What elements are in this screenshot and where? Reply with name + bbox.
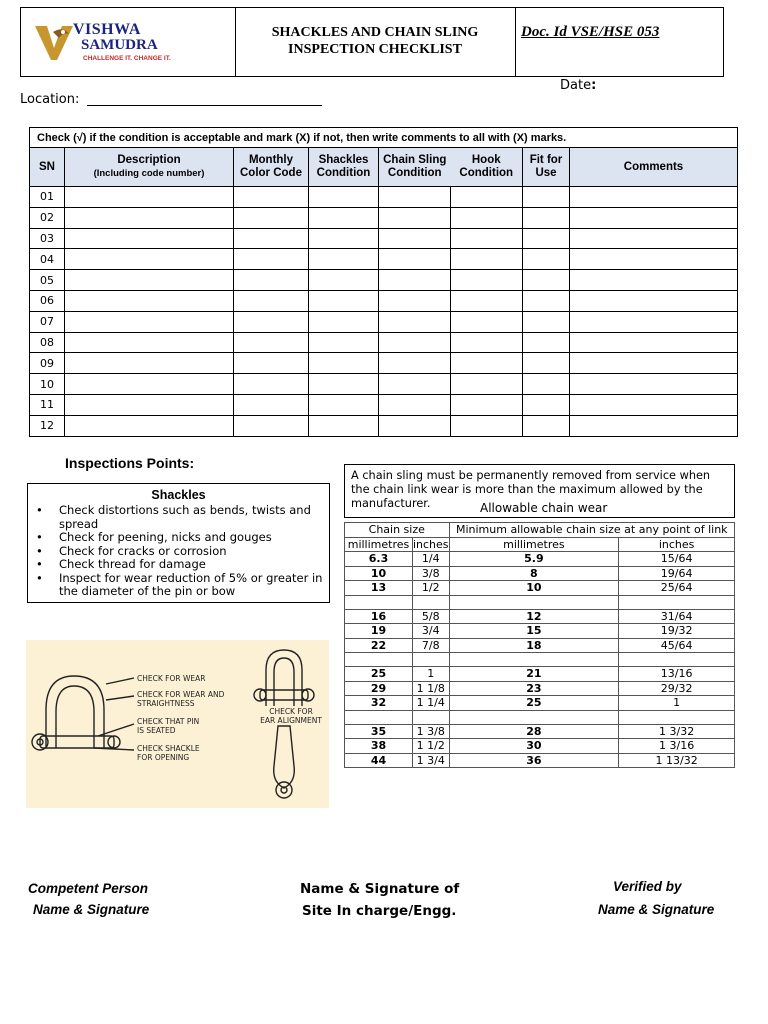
table-row	[30, 290, 738, 311]
table-row	[345, 681, 735, 696]
entry-cell[interactable]	[523, 415, 570, 436]
chain-cell: 44	[345, 753, 413, 768]
entry-cell[interactable]	[570, 270, 738, 291]
shackles-title: Shackles	[151, 488, 206, 502]
table-row	[345, 609, 735, 624]
col-sn: SN	[30, 148, 65, 187]
chain-wear-table	[344, 522, 735, 768]
table-row	[30, 311, 738, 332]
figure-label-wear-straight: CHECK FOR WEAR AND STRAIGHTNESS	[137, 690, 225, 708]
chain-cell: 19	[345, 624, 413, 639]
spacer-cell	[449, 710, 619, 724]
doc-id-cell	[515, 8, 724, 76]
chain-cell: 16	[345, 609, 413, 624]
entry-cell[interactable]	[451, 415, 523, 436]
row-number: 02	[30, 207, 65, 228]
entry-cell[interactable]	[234, 332, 309, 353]
table-row	[30, 374, 738, 395]
chain-cell: 6.3	[345, 552, 413, 567]
location-input-line[interactable]	[87, 105, 322, 106]
chain-cell: 29	[345, 681, 413, 696]
entry-cell[interactable]	[570, 332, 738, 353]
list-item: • Check for peening, nicks and gouges	[38, 531, 329, 545]
entry-cell[interactable]	[379, 187, 451, 208]
competent-person-label: Competent Person	[28, 881, 149, 896]
chain-cell: 35	[345, 724, 413, 739]
entry-cell[interactable]	[65, 290, 234, 311]
shackle-inspection-figure	[26, 640, 329, 808]
chain-cell: 25/64	[619, 581, 735, 596]
entry-cell[interactable]	[309, 187, 379, 208]
competent-signature-label: Name & Signature	[33, 902, 150, 917]
entry-cell[interactable]	[570, 187, 738, 208]
chain-cell: 22	[345, 638, 413, 653]
doc-id: Doc. Id VSE/HSE 053	[521, 24, 660, 40]
col-chain-sling: Chain Sling Condition	[379, 148, 451, 187]
col-shackles: Shackles Condition	[309, 148, 379, 187]
entry-cell[interactable]	[570, 311, 738, 332]
entry-cell[interactable]	[379, 228, 451, 249]
spacer-cell	[449, 595, 619, 609]
sub-in: inches	[412, 537, 449, 551]
spacer-row	[345, 595, 735, 609]
spacer-cell	[619, 710, 735, 724]
chain-cell: 23	[449, 681, 619, 696]
entry-cell[interactable]	[570, 228, 738, 249]
entry-cell[interactable]	[451, 270, 523, 291]
table-row	[345, 552, 735, 567]
inspection-heading: Inspections Points:	[65, 455, 195, 471]
entry-cell[interactable]	[234, 415, 309, 436]
entry-cell[interactable]	[234, 270, 309, 291]
location-label: Location:	[20, 92, 80, 107]
verified-signature-label: Name & Signature	[598, 902, 715, 917]
chain-cell: 28	[449, 724, 619, 739]
col-comments: Comments	[570, 148, 738, 187]
table-row	[345, 667, 735, 682]
col-color-code: Monthly Color Code	[234, 148, 309, 187]
sub-in2: inches	[619, 537, 735, 552]
spacer-cell	[345, 653, 413, 667]
site-incharge-role: Site In charge/Engg.	[302, 903, 457, 919]
chain-cell: 25	[345, 667, 413, 682]
table-row	[30, 187, 738, 208]
chain-cell: 1 3/16	[619, 739, 735, 754]
chain-cell: 19/64	[619, 566, 735, 581]
entry-cell[interactable]	[234, 353, 309, 374]
row-number: 05	[30, 270, 65, 291]
entry-cell[interactable]	[570, 394, 738, 415]
entry-cell[interactable]	[523, 311, 570, 332]
figure-label-opening: CHECK SHACKLE FOR OPENING	[137, 744, 200, 762]
entry-cell[interactable]	[309, 290, 379, 311]
entry-cell[interactable]	[309, 311, 379, 332]
chain-cell: 1	[412, 667, 449, 682]
chain-cell: 45/64	[619, 638, 735, 653]
sub-mm2: millimetres	[449, 537, 619, 552]
row-number: 12	[30, 415, 65, 436]
table-row	[30, 270, 738, 291]
entry-cell[interactable]	[234, 311, 309, 332]
chain-cell: 31/64	[619, 609, 735, 624]
figure-label-ear: CHECK FOR EAR ALIGNMENT	[260, 707, 322, 725]
entry-cell[interactable]	[523, 207, 570, 228]
entry-cell[interactable]	[309, 270, 379, 291]
entry-cell[interactable]	[570, 374, 738, 395]
chain-cell: 1 1/8	[412, 681, 449, 696]
entry-cell[interactable]	[379, 353, 451, 374]
entry-cell[interactable]	[234, 290, 309, 311]
table-row	[345, 724, 735, 739]
chain-note-text: A chain sling must be permanently removed from service when the chain link wear is more than the maximum allowed by the manufacturer.	[351, 469, 711, 510]
chain-cell: 3/8	[412, 566, 449, 581]
logo-cell	[21, 8, 236, 76]
row-number: 11	[30, 394, 65, 415]
entry-cell[interactable]	[65, 249, 234, 270]
entry-cell[interactable]	[570, 415, 738, 436]
entry-cell[interactable]	[451, 332, 523, 353]
table-row	[345, 581, 735, 596]
chain-cell: 1 1/4	[412, 696, 449, 711]
entry-cell[interactable]	[234, 228, 309, 249]
entry-cell[interactable]	[309, 332, 379, 353]
col-description: Description (Including code number)	[65, 148, 234, 187]
spacer-cell	[412, 595, 449, 609]
chain-cell: 1	[619, 696, 735, 711]
entry-cell[interactable]	[65, 415, 234, 436]
chain-cell: 13	[345, 581, 413, 596]
table-row	[345, 566, 735, 581]
entry-cell[interactable]	[379, 311, 451, 332]
row-number: 03	[30, 228, 65, 249]
entry-cell[interactable]	[65, 353, 234, 374]
entry-cell[interactable]	[451, 374, 523, 395]
entry-cell[interactable]	[523, 353, 570, 374]
col-hook: Hook Condition	[451, 148, 523, 187]
row-number: 01	[30, 187, 65, 208]
table-row	[30, 249, 738, 270]
chain-cell: 5.9	[449, 552, 619, 567]
chain-cell: 10	[345, 566, 413, 581]
chain-cell: 15/64	[619, 552, 735, 567]
chain-cell: 29/32	[619, 681, 735, 696]
row-number: 10	[30, 374, 65, 395]
spacer-cell	[619, 653, 735, 667]
row-number: 07	[30, 311, 65, 332]
entry-cell[interactable]	[379, 415, 451, 436]
table-header-row	[30, 148, 738, 187]
chain-cell: 7/8	[412, 638, 449, 653]
entry-cell[interactable]	[234, 374, 309, 395]
entry-cell[interactable]	[65, 332, 234, 353]
entry-cell[interactable]	[451, 394, 523, 415]
date-field[interactable]	[560, 78, 596, 93]
table-row	[30, 353, 738, 374]
date-label: Date	[560, 78, 592, 93]
entry-cell[interactable]	[234, 394, 309, 415]
chain-cell: 18	[449, 638, 619, 653]
chain-cell: 1/2	[412, 581, 449, 596]
spacer-cell	[619, 595, 735, 609]
col-fit-for-use: Fit for Use	[523, 148, 570, 187]
chain-cell: 3/4	[412, 624, 449, 639]
entry-cell[interactable]	[451, 290, 523, 311]
entry-cell[interactable]	[523, 332, 570, 353]
entry-cell[interactable]	[379, 332, 451, 353]
entry-cell[interactable]	[523, 394, 570, 415]
title-line-1: SHACKLES AND CHAIN SLING	[271, 25, 479, 40]
entry-cell[interactable]	[309, 353, 379, 374]
company-logo-icon	[33, 22, 75, 62]
shackles-points	[28, 504, 329, 599]
chain-cell: 21	[449, 667, 619, 682]
table-row	[30, 207, 738, 228]
entry-cell[interactable]	[309, 374, 379, 395]
chain-cell: 10	[449, 581, 619, 596]
row-number: 06	[30, 290, 65, 311]
col-description-sub: (Including code number)	[93, 168, 205, 179]
chain-cell: 25	[449, 696, 619, 711]
chain-cell: 15	[449, 624, 619, 639]
row-number: 04	[30, 249, 65, 270]
entry-cell[interactable]	[379, 290, 451, 311]
logo-name-2: SAMUDRA	[81, 37, 158, 53]
entry-cell[interactable]	[309, 415, 379, 436]
site-incharge-label: Name & Signature of	[300, 881, 460, 897]
date-colon: :	[591, 78, 597, 93]
entry-cell[interactable]	[234, 187, 309, 208]
list-item: • Check for cracks or corrosion	[38, 545, 329, 559]
chain-cell: 8	[449, 566, 619, 581]
entry-cell[interactable]	[379, 249, 451, 270]
table-row	[345, 753, 735, 768]
chain-cell: 32	[345, 696, 413, 711]
entry-cell[interactable]	[379, 270, 451, 291]
chain-cell: 1 1/2	[412, 739, 449, 754]
figure-label-pin: CHECK THAT PIN IS SEATED	[137, 717, 200, 735]
entry-cell[interactable]	[65, 311, 234, 332]
table-instruction: Check (√) if the condition is acceptable and mark (X) if not, then write comments to all with (X) marks.	[30, 128, 738, 148]
document-title	[235, 24, 515, 58]
list-item: • Check distortions such as bends, twists and spread	[38, 504, 329, 531]
entry-cell[interactable]	[65, 187, 234, 208]
entry-cell[interactable]	[65, 270, 234, 291]
table-row	[345, 624, 735, 639]
chain-cell: 1 3/8	[412, 724, 449, 739]
min-size-header: Minimum allowable chain size at any point of link	[449, 523, 734, 538]
entry-cell[interactable]	[451, 311, 523, 332]
spacer-cell	[412, 710, 449, 724]
entry-cell[interactable]	[309, 207, 379, 228]
entry-cell[interactable]	[65, 394, 234, 415]
verified-by-label: Verified by	[613, 879, 682, 894]
entry-cell[interactable]	[523, 228, 570, 249]
entry-cell[interactable]	[570, 353, 738, 374]
chain-cell: 1 13/32	[619, 753, 735, 768]
spacer-cell	[412, 653, 449, 667]
title-line-2: INSPECTION CHECKLIST	[288, 42, 462, 57]
logo-tagline: CHALLENGE IT. CHANGE IT.	[83, 55, 171, 62]
table-row	[30, 332, 738, 353]
entry-cell[interactable]	[234, 249, 309, 270]
chain-cell: 12	[449, 609, 619, 624]
entry-cell[interactable]	[570, 249, 738, 270]
entry-cell[interactable]	[523, 270, 570, 291]
entry-cell[interactable]	[65, 228, 234, 249]
entry-cell[interactable]	[309, 228, 379, 249]
table-row	[30, 415, 738, 436]
row-number: 08	[30, 332, 65, 353]
spacer-cell	[449, 653, 619, 667]
entry-cell[interactable]	[523, 374, 570, 395]
entry-cell[interactable]	[65, 374, 234, 395]
entry-cell[interactable]	[451, 249, 523, 270]
chain-cell: 13/16	[619, 667, 735, 682]
chain-cell: 1 3/4	[412, 753, 449, 768]
entry-cell[interactable]	[570, 290, 738, 311]
chain-cell: 1 3/32	[619, 724, 735, 739]
entry-cell[interactable]	[65, 207, 234, 228]
shackles-box	[27, 483, 330, 603]
entry-cell[interactable]	[523, 187, 570, 208]
sub-mm: millimetres	[345, 537, 413, 552]
table-row	[345, 638, 735, 653]
spacer-cell	[345, 595, 413, 609]
table-row	[345, 739, 735, 754]
document-header	[20, 7, 724, 77]
entry-cell[interactable]	[451, 353, 523, 374]
chain-cell: 1/4	[412, 552, 449, 567]
chain-cell: 30	[449, 739, 619, 754]
list-item: • Inspect for wear reduction of 5% or greater in the diameter of the pin or bow	[38, 572, 329, 599]
list-item: • Check thread for damage	[38, 558, 329, 572]
table-row	[30, 228, 738, 249]
inspection-table	[29, 127, 738, 437]
entry-cell[interactable]	[379, 207, 451, 228]
entry-cell[interactable]	[309, 394, 379, 415]
entry-cell[interactable]	[451, 207, 523, 228]
table-row	[345, 696, 735, 711]
entry-cell[interactable]	[309, 249, 379, 270]
chain-cell: 36	[449, 753, 619, 768]
spacer-cell	[345, 710, 413, 724]
spacer-row	[345, 710, 735, 724]
entry-cell[interactable]	[570, 207, 738, 228]
entry-cell[interactable]	[451, 228, 523, 249]
entry-cell[interactable]	[234, 207, 309, 228]
chain-size-header: Chain size	[345, 523, 450, 538]
chain-cell: 19/32	[619, 624, 735, 639]
logo-name-1: VISHWA	[73, 21, 141, 38]
entry-cell[interactable]	[523, 249, 570, 270]
entry-cell[interactable]	[523, 290, 570, 311]
entry-cell[interactable]	[379, 374, 451, 395]
table-row	[30, 394, 738, 415]
row-number: 09	[30, 353, 65, 374]
chain-cell: 38	[345, 739, 413, 754]
spacer-row	[345, 653, 735, 667]
chain-table-title: Allowable chain wear	[480, 501, 608, 515]
entry-cell[interactable]	[379, 394, 451, 415]
entry-cell[interactable]	[451, 187, 523, 208]
chain-cell: 5/8	[412, 609, 449, 624]
figure-label-wear: CHECK FOR WEAR	[137, 674, 206, 683]
